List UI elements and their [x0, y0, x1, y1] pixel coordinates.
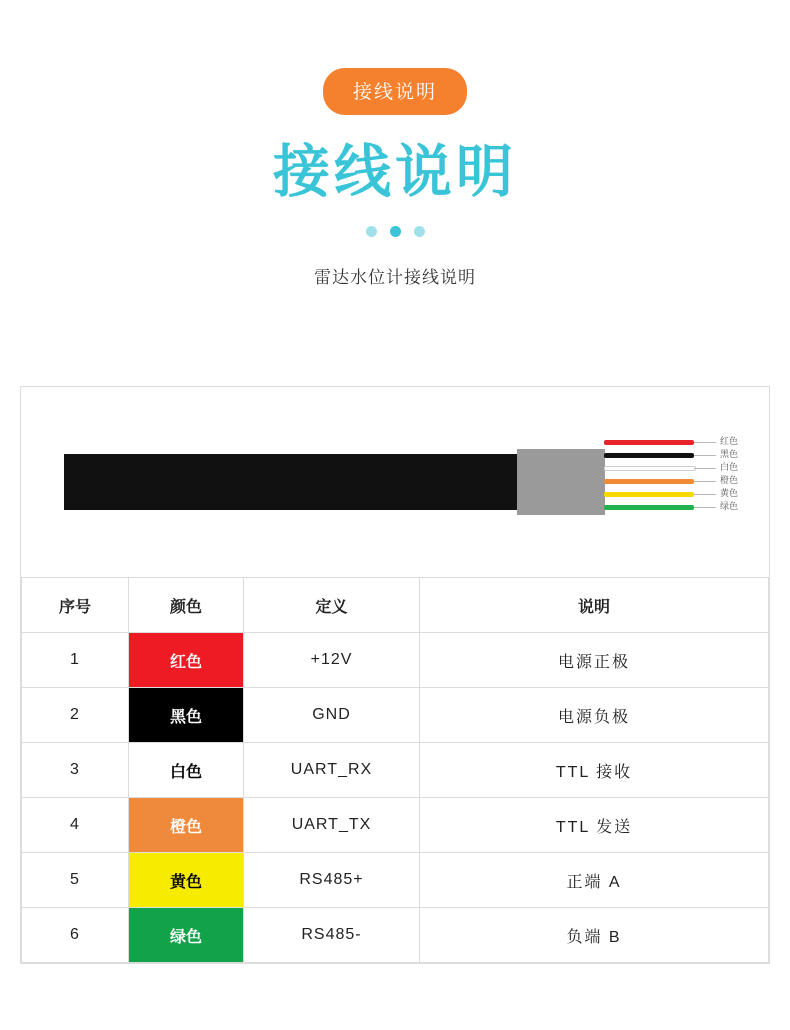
cell-description: TTL 接收 — [420, 743, 769, 798]
table-row — [22, 853, 769, 908]
cell-definition: GND — [244, 688, 420, 743]
cable-illustration — [21, 387, 769, 577]
cell-description: TTL 发送 — [420, 798, 769, 853]
page-header — [0, 0, 790, 288]
wire-label-black: 黑色 — [720, 449, 739, 459]
decorative-dots — [0, 226, 790, 237]
wire-orange — [604, 479, 694, 484]
table-body — [22, 633, 769, 963]
column-header-color: 颜色 — [129, 578, 244, 633]
wire-label-yellow: 黄色 — [720, 488, 739, 498]
cell-definition: UART_TX — [244, 798, 420, 853]
page-subtitle: 雷达水位计接线说明 — [314, 267, 476, 287]
wire-green — [604, 505, 694, 510]
cable-jacket — [64, 454, 517, 510]
header-pill-badge: 接线说明 — [323, 68, 467, 115]
cell-definition: UART_RX — [244, 743, 420, 798]
table-row — [22, 633, 769, 688]
wire-label-orange: 橙色 — [720, 475, 739, 485]
cell-description: 正端 A — [420, 853, 769, 908]
cell-no: 3 — [22, 743, 129, 798]
cell-color: 红色 — [129, 633, 244, 688]
cell-no: 5 — [22, 853, 129, 908]
cell-description: 负端 B — [420, 908, 769, 963]
lead-line — [694, 507, 716, 508]
cell-color: 绿色 — [129, 908, 244, 963]
dot-icon — [390, 226, 401, 237]
table-header-row — [22, 578, 769, 633]
lead-line — [694, 481, 716, 482]
wire-label-white: 白色 — [720, 462, 739, 472]
cell-description: 电源正极 — [420, 633, 769, 688]
cell-no: 6 — [22, 908, 129, 963]
cell-no: 2 — [22, 688, 129, 743]
column-header-no: 序号 — [22, 578, 129, 633]
cell-no: 1 — [22, 633, 129, 688]
wire-black — [604, 453, 694, 458]
cell-definition: RS485- — [244, 908, 420, 963]
page-title: 接线说明 — [273, 140, 517, 204]
lead-line — [694, 468, 716, 469]
cell-no: 4 — [22, 798, 129, 853]
lead-line — [694, 494, 716, 495]
column-header-description: 说明 — [420, 578, 769, 633]
column-header-definition: 定义 — [244, 578, 420, 633]
lead-line — [694, 455, 716, 456]
cell-color: 黄色 — [129, 853, 244, 908]
wire-yellow — [604, 492, 694, 497]
cable-collar — [517, 449, 605, 515]
table-row — [22, 688, 769, 743]
table-row — [22, 908, 769, 963]
cell-definition: RS485+ — [244, 853, 420, 908]
wire-white — [604, 466, 696, 471]
wire-label-green: 绿色 — [720, 501, 739, 511]
cell-color: 橙色 — [129, 798, 244, 853]
wiring-card — [20, 386, 770, 964]
dot-icon — [414, 226, 425, 237]
cell-color: 白色 — [129, 743, 244, 798]
wire-red — [604, 440, 694, 445]
wire-label-red: 红色 — [720, 436, 739, 446]
wiring-table — [21, 577, 769, 963]
table-row — [22, 798, 769, 853]
dot-icon — [366, 226, 377, 237]
lead-line — [694, 442, 716, 443]
table-row — [22, 743, 769, 798]
cell-color: 黑色 — [129, 688, 244, 743]
cell-definition: +12V — [244, 633, 420, 688]
cell-description: 电源负极 — [420, 688, 769, 743]
